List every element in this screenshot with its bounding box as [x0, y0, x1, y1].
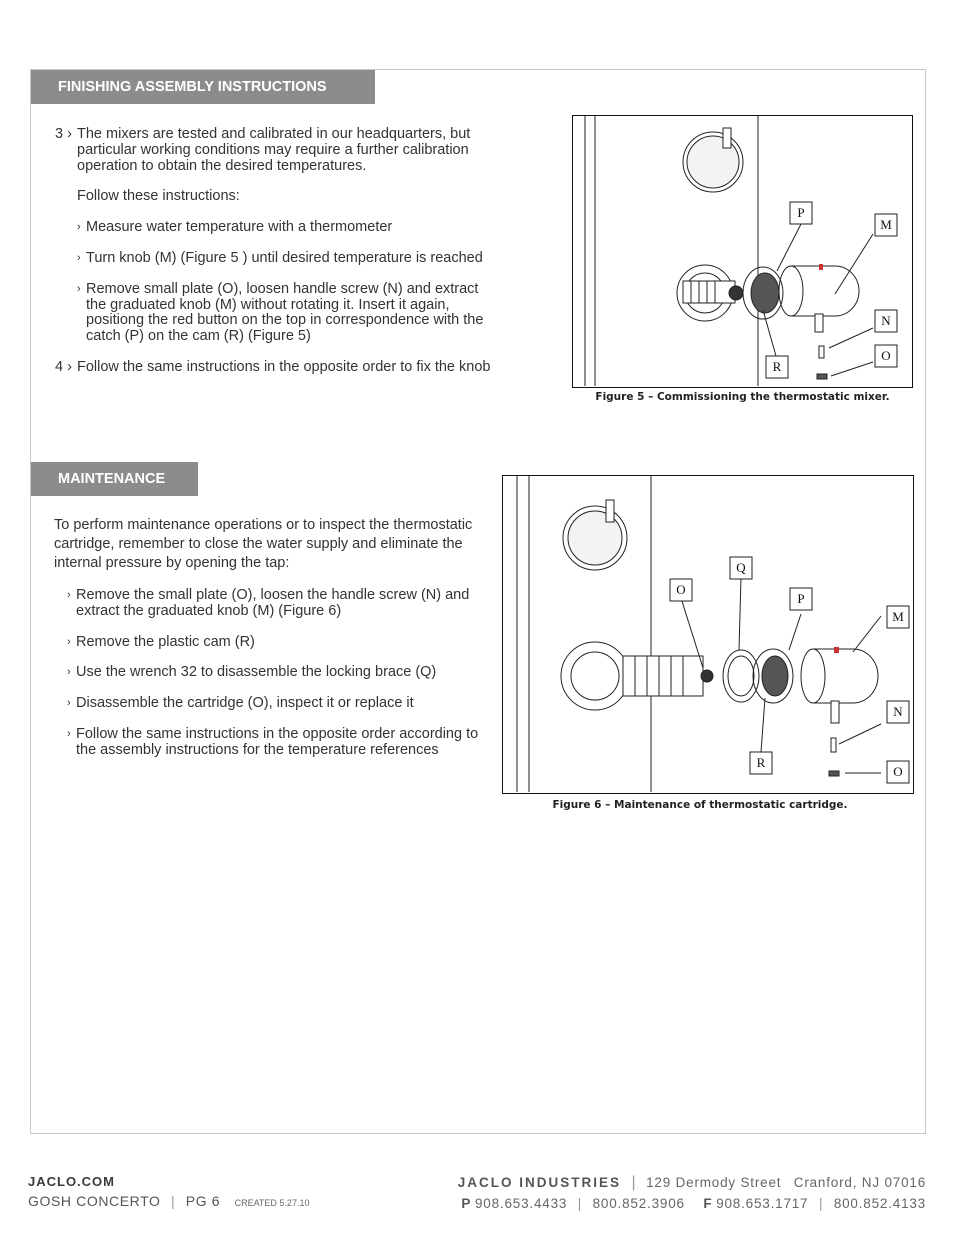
fax-tollfree: 800.852.4133 [833, 1196, 926, 1211]
fax-number: 908.653.1717 [716, 1196, 809, 1211]
page-number: PG 6 [185, 1193, 221, 1209]
label-p: P [797, 591, 805, 606]
list-item: › Remove the small plate (O), loosen the handle screw (N) and extract the graduated knob (M) (Figure 6) [67, 587, 470, 619]
company-name: JACLO INDUSTRIES [457, 1175, 622, 1190]
separator: | [171, 1193, 176, 1209]
label-m: M [880, 217, 892, 232]
label-r: R [772, 359, 782, 374]
maintenance-intro: To perform maintenance operations or to inspect the thermostatic cartridge, remember to close the water supply and eliminate the internal pressure by opening the tap: [54, 517, 473, 571]
label-o-top: O [676, 582, 686, 597]
list-item: › Remove the plastic cam (R) [67, 633, 255, 650]
label-o: O [881, 348, 891, 363]
product-line [28, 1193, 309, 1209]
chevron-right-icon: › [67, 666, 71, 679]
figure-6-caption: Figure 6 – Maintenance of thermostatic cartridge. [552, 799, 848, 811]
company-address [458, 1174, 926, 1192]
separator: | [577, 1196, 583, 1211]
thermostatic-mixer-illustration [573, 116, 911, 386]
step-4 [55, 360, 495, 376]
separator: | [631, 1174, 636, 1191]
footer-left [28, 1174, 309, 1209]
figure-5-image [572, 115, 913, 388]
chevron-right-icon: › [67, 727, 71, 740]
phone-label: P [461, 1196, 471, 1211]
figure-5-caption: Figure 5 – Commissioning the thermostatic mixer. [595, 391, 890, 403]
step-number: 3 › [55, 126, 72, 142]
fax-label: F [703, 1196, 712, 1211]
chevron-right-icon: › [67, 589, 71, 601]
chevron-right-icon: › [67, 635, 71, 648]
created-date: CREATED 5.27.10 [234, 1198, 310, 1208]
website-link[interactable]: JACLO.COM [28, 1174, 115, 1189]
list-item: › Turn knob (M) (Figure 5 ) until desired temperature is reached [77, 249, 483, 266]
list-item: › Disassemble the cartridge (O), inspect it or replace it [67, 695, 414, 712]
figure-6-image [502, 475, 914, 794]
section-header-maintenance: MAINTENANCE [31, 462, 198, 496]
finishing-instructions [55, 127, 495, 391]
label-m: M [892, 609, 904, 624]
street-address: 129 Dermody Street [646, 1175, 782, 1190]
label-r: R [756, 755, 766, 770]
phone-tollfree: 800.852.3906 [592, 1196, 685, 1211]
cartridge-maintenance-illustration [503, 476, 912, 792]
section-header-finishing-assembly: FINISHING ASSEMBLY INSTRUCTIONS [31, 70, 375, 104]
separator: | [818, 1196, 824, 1211]
contact-numbers [458, 1196, 926, 1211]
label-p: P [797, 205, 805, 220]
footer-right [458, 1174, 926, 1211]
city-address: Cranford, NJ 07016 [793, 1175, 926, 1190]
maintenance-instructions [54, 516, 484, 774]
phone-number: 908.653.4433 [475, 1196, 568, 1211]
instructions-intro: Follow these instructions: [77, 188, 240, 205]
chevron-right-icon: › [67, 697, 71, 710]
chevron-right-icon: › [77, 282, 81, 295]
list-item: › Follow the same instructions in the opposite order according to the assembly instructions for the temperature references [67, 725, 479, 758]
list-item: › Measure water temperature with a thermometer [77, 219, 393, 236]
chevron-right-icon: › [77, 221, 81, 234]
product-name: GOSH CONCERTO [28, 1193, 161, 1209]
step-text: The mixers are tested and calibrated in our headquarters, but particular working conditions may require a further calibration operation to obtain the desired temperatures. [77, 126, 471, 174]
step-text: Follow the same instructions in the opposite order to fix the knob [77, 358, 491, 375]
chevron-right-icon: › [77, 251, 81, 264]
label-n: N [893, 704, 903, 719]
list-item: › Use the wrench 32 to disassemble the locking brace (Q) [67, 664, 437, 681]
step-number: 4 › [55, 358, 72, 375]
list-item: › Remove small plate (O), loosen handle screw (N) and extract the graduated knob (M) without rotating it. Insert it again, positiong the red button on the top in correspondence with the catch (P) on the cam (R) (Figure 5) [77, 280, 484, 345]
label-o-bottom: O [893, 764, 903, 779]
label-q: Q [736, 560, 746, 575]
step-3 [55, 127, 495, 174]
label-n: N [881, 313, 891, 328]
